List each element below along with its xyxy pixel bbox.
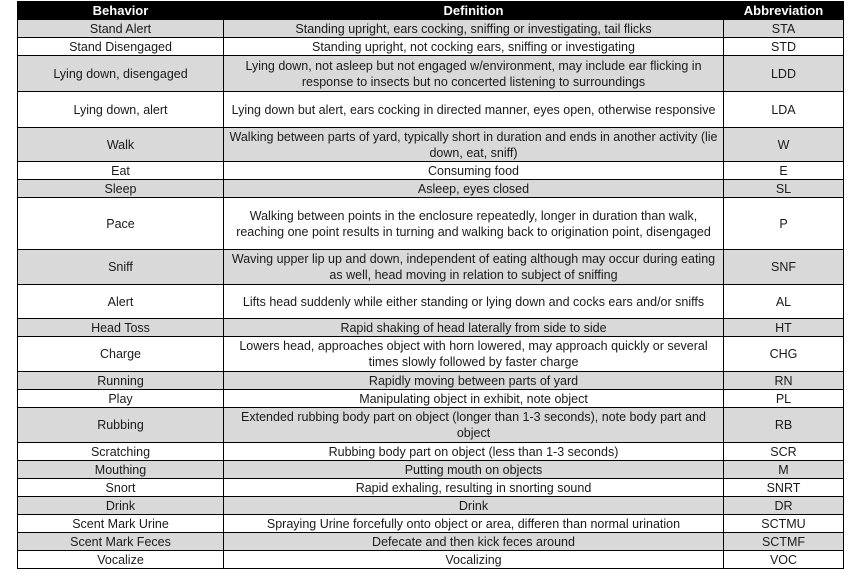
cell-abbreviation: P — [724, 198, 844, 250]
cell-definition: Waving upper lip up and down, independent of eating although may occur during eating as well, head moving in relation to subject of sniffing — [224, 250, 724, 285]
cell-definition: Drink — [224, 497, 724, 515]
table-row — [18, 198, 844, 250]
cell-behavior: Scratching — [18, 443, 224, 461]
table-row — [18, 390, 844, 408]
table-row — [18, 551, 844, 569]
cell-behavior: Stand Disengaged — [18, 38, 224, 56]
cell-abbreviation: LDD — [724, 56, 844, 92]
table-row — [18, 128, 844, 162]
header-definition: Definition — [224, 2, 724, 20]
cell-abbreviation: W — [724, 128, 844, 162]
cell-definition: Lying down but alert, ears cocking in directed manner, eyes open, otherwise responsive — [224, 92, 724, 128]
cell-behavior: Sniff — [18, 250, 224, 285]
cell-definition: Extended rubbing body part on object (longer than 1-3 seconds), note body part and object — [224, 408, 724, 443]
cell-definition: Rubbing body part on object (less than 1-3 seconds) — [224, 443, 724, 461]
cell-behavior: Drink — [18, 497, 224, 515]
cell-abbreviation: PL — [724, 390, 844, 408]
cell-abbreviation: E — [724, 162, 844, 180]
cell-definition: Defecate and then kick feces around — [224, 533, 724, 551]
cell-abbreviation: SCTMU — [724, 515, 844, 533]
cell-abbreviation: AL — [724, 285, 844, 319]
cell-abbreviation: SNF — [724, 250, 844, 285]
cell-definition: Walking between parts of yard, typically short in duration and ends in another activity (lie down, eat, sniff) — [224, 128, 724, 162]
table-row — [18, 20, 844, 38]
table-row — [18, 38, 844, 56]
header-abbreviation: Abbreviation — [724, 2, 844, 20]
table-row — [18, 443, 844, 461]
table-row — [18, 92, 844, 128]
cell-definition: Lifts head suddenly while either standing or lying down and cocks ears and/or sniffs — [224, 285, 724, 319]
cell-definition: Rapidly moving between parts of yard — [224, 372, 724, 390]
cell-behavior: Eat — [18, 162, 224, 180]
cell-behavior: Running — [18, 372, 224, 390]
table-row — [18, 162, 844, 180]
cell-definition: Manipulating object in exhibit, note object — [224, 390, 724, 408]
cell-definition: Consuming food — [224, 162, 724, 180]
cell-definition: Rapid shaking of head laterally from side to side — [224, 319, 724, 337]
cell-definition: Spraying Urine forcefully onto object or area, differen than normal urination — [224, 515, 724, 533]
cell-behavior: Head Toss — [18, 319, 224, 337]
cell-definition: Standing upright, not cocking ears, sniffing or investigating — [224, 38, 724, 56]
cell-behavior: Vocalize — [18, 551, 224, 569]
table-row — [18, 56, 844, 92]
table-body — [18, 20, 844, 569]
cell-definition: Walking between points in the enclosure repeatedly, longer in duration than walk, reaching one point results in turning and walking back to origination point, disengaged — [224, 198, 724, 250]
cell-behavior: Scent Mark Urine — [18, 515, 224, 533]
table-row — [18, 319, 844, 337]
cell-behavior: Mouthing — [18, 461, 224, 479]
cell-behavior: Alert — [18, 285, 224, 319]
cell-abbreviation: SL — [724, 180, 844, 198]
cell-abbreviation: DR — [724, 497, 844, 515]
cell-abbreviation: RB — [724, 408, 844, 443]
header-row — [18, 2, 844, 20]
table-row — [18, 479, 844, 497]
cell-abbreviation: SNRT — [724, 479, 844, 497]
cell-behavior: Stand Alert — [18, 20, 224, 38]
cell-definition: Rapid exhaling, resulting in snorting sound — [224, 479, 724, 497]
cell-definition: Vocalizing — [224, 551, 724, 569]
cell-behavior: Play — [18, 390, 224, 408]
behavior-ethogram-table — [17, 1, 844, 569]
cell-abbreviation: LDA — [724, 92, 844, 128]
cell-definition: Lying down, not asleep but not engaged w/environment, may include ear flicking in response to insects but no concerted listening to surroundings — [224, 56, 724, 92]
cell-abbreviation: VOC — [724, 551, 844, 569]
cell-behavior: Snort — [18, 479, 224, 497]
table-row — [18, 408, 844, 443]
table-row — [18, 337, 844, 372]
table-header — [18, 2, 844, 20]
cell-behavior: Walk — [18, 128, 224, 162]
cell-definition: Lowers head, approaches object with horn lowered, may approach quickly or several times slowly followed by faster charge — [224, 337, 724, 372]
cell-abbreviation: SCR — [724, 443, 844, 461]
table-row — [18, 497, 844, 515]
cell-definition: Standing upright, ears cocking, sniffing or investigating, tail flicks — [224, 20, 724, 38]
cell-abbreviation: STA — [724, 20, 844, 38]
cell-behavior: Lying down, disengaged — [18, 56, 224, 92]
cell-abbreviation: HT — [724, 319, 844, 337]
cell-abbreviation: CHG — [724, 337, 844, 372]
cell-definition: Asleep, eyes closed — [224, 180, 724, 198]
cell-definition: Putting mouth on objects — [224, 461, 724, 479]
cell-behavior: Lying down, alert — [18, 92, 224, 128]
cell-abbreviation: RN — [724, 372, 844, 390]
cell-abbreviation: SCTMF — [724, 533, 844, 551]
table-row — [18, 461, 844, 479]
table-row — [18, 515, 844, 533]
cell-abbreviation: M — [724, 461, 844, 479]
table-row — [18, 533, 844, 551]
cell-abbreviation: STD — [724, 38, 844, 56]
table-row — [18, 180, 844, 198]
cell-behavior: Scent Mark Feces — [18, 533, 224, 551]
cell-behavior: Rubbing — [18, 408, 224, 443]
table-row — [18, 285, 844, 319]
table-row — [18, 250, 844, 285]
table-row — [18, 372, 844, 390]
cell-behavior: Sleep — [18, 180, 224, 198]
cell-behavior: Pace — [18, 198, 224, 250]
cell-behavior: Charge — [18, 337, 224, 372]
header-behavior: Behavior — [18, 2, 224, 20]
